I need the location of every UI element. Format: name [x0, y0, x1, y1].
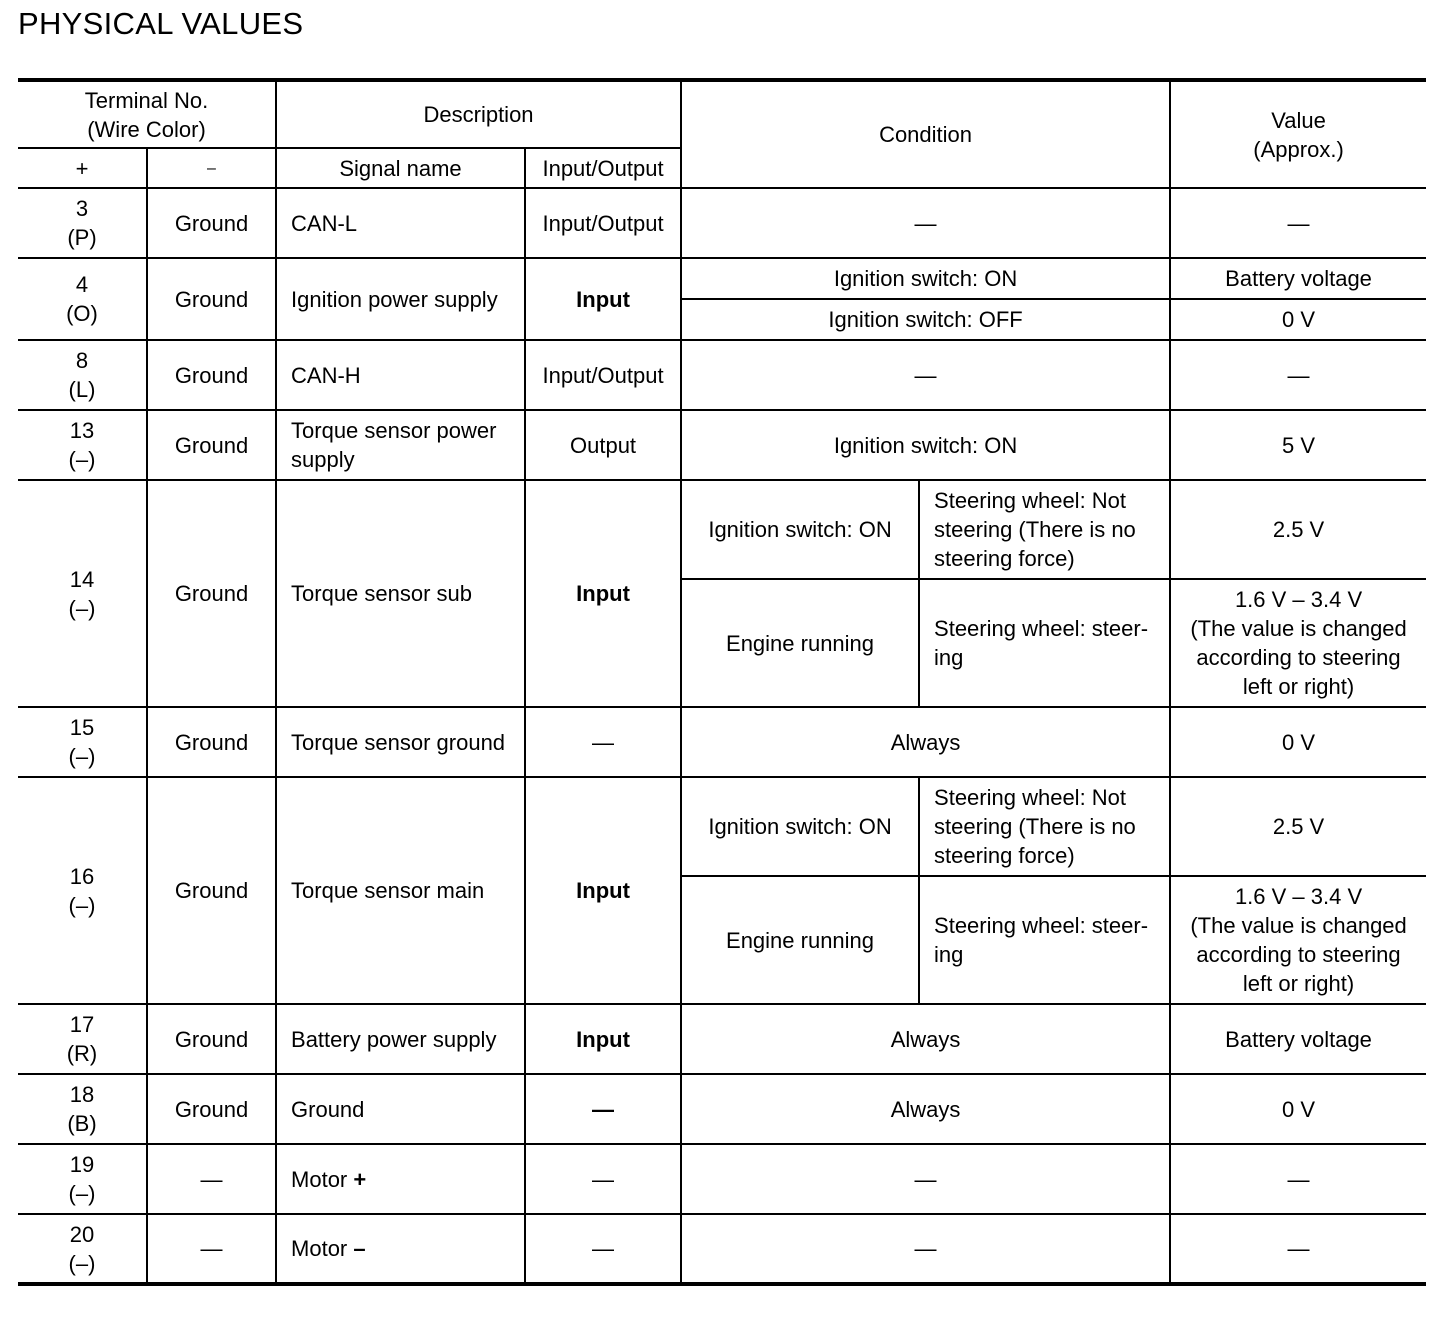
- minus-cell: Ground: [147, 1074, 276, 1144]
- description-header: Description: [276, 80, 681, 148]
- wire-color: (–): [68, 744, 96, 769]
- signal-name-cell: Ground: [276, 1074, 525, 1144]
- signal-name-cell: Battery power supply: [276, 1004, 525, 1074]
- terminal-cell: [18, 410, 147, 480]
- terminal-cell: [18, 480, 147, 707]
- condition-cell: —: [681, 1144, 1170, 1214]
- condition-cell: Engine running: [681, 876, 919, 1004]
- condition-cell: —: [681, 1214, 1170, 1284]
- condition-cell: —: [681, 340, 1170, 410]
- signal-name: Motor: [291, 1236, 348, 1261]
- minus-header: –: [147, 148, 276, 188]
- condition-cell: Ignition switch: ON: [681, 480, 919, 579]
- condition-detail-cell: Steering wheel: steer-ing: [919, 579, 1170, 707]
- signal-name-header: Signal name: [276, 148, 525, 188]
- terminal-number: 3: [75, 196, 89, 221]
- table-row: [18, 1144, 1426, 1214]
- terminal-cell: [18, 188, 147, 258]
- condition-detail-cell: Steering wheel: Not steering (There is no steering force): [919, 480, 1170, 579]
- minus-sign: –: [353, 1236, 366, 1261]
- condition-cell: Engine running: [681, 579, 919, 707]
- value-cell: 2.5 V: [1170, 480, 1426, 579]
- wire-color: (–): [68, 892, 96, 918]
- wire-color: (–): [68, 1181, 96, 1206]
- value-header: [1170, 80, 1426, 188]
- io-cell: Input: [525, 777, 681, 1004]
- terminal-number: 8: [75, 348, 89, 373]
- value-cell: —: [1170, 340, 1426, 410]
- value-header-line2: (Approx.): [1253, 136, 1344, 162]
- minus-cell: —: [147, 1144, 276, 1214]
- terminal-cell: [18, 1144, 147, 1214]
- io-cell: Input/Output: [525, 340, 681, 410]
- minus-cell: Ground: [147, 340, 276, 410]
- value-cell: —: [1170, 1214, 1426, 1284]
- table-row: [18, 258, 1426, 299]
- minus-cell: Ground: [147, 188, 276, 258]
- value-header-line1: Value: [1271, 107, 1326, 133]
- plus-sign: +: [353, 1166, 367, 1192]
- terminal-number: 20: [69, 1221, 95, 1247]
- minus-cell: Ground: [147, 410, 276, 480]
- signal-name-cell: [276, 188, 525, 258]
- table-row: [18, 707, 1426, 777]
- condition-cell: Always: [681, 1074, 1170, 1144]
- terminal-number: 15: [69, 715, 95, 740]
- table-row: [18, 188, 1426, 258]
- wire-color: (–): [68, 447, 96, 472]
- condition-cell: Ignition switch: ON: [681, 410, 1170, 480]
- value-cell: 0 V: [1170, 299, 1426, 340]
- minus-cell: Ground: [147, 480, 276, 707]
- value-cell: 0 V: [1170, 707, 1426, 777]
- io-cell: Input: [525, 480, 681, 707]
- wire-color: (P): [67, 225, 97, 250]
- value-cell: —: [1170, 1144, 1426, 1214]
- wire-color: (R): [66, 1041, 98, 1066]
- signal-name-cell: Ignition power supply: [276, 258, 525, 340]
- wire-color: (–): [68, 1250, 96, 1276]
- io-cell: —: [525, 1144, 681, 1214]
- plus-header: +: [18, 148, 147, 188]
- value-cell: [1170, 876, 1426, 1004]
- minus-cell: Ground: [147, 258, 276, 340]
- signal-name-cell: Torque sensor power supply: [276, 410, 525, 480]
- io-cell: Output: [525, 410, 681, 480]
- table-row: [18, 1214, 1426, 1284]
- minus-cell: Ground: [147, 707, 276, 777]
- condition-cell: Ignition switch: ON: [681, 258, 1170, 299]
- wire-color: (–): [68, 595, 96, 621]
- input-output-header: Input/Output: [525, 148, 681, 188]
- wire-color: (B): [67, 1111, 97, 1136]
- condition-cell: Always: [681, 707, 1170, 777]
- table-row: [18, 777, 1426, 876]
- table-row: [18, 1074, 1426, 1144]
- terminal-number: 19: [69, 1152, 95, 1177]
- terminal-number: 14: [69, 566, 95, 592]
- terminal-number: 16: [69, 863, 95, 889]
- value-cell: 2.5 V: [1170, 777, 1426, 876]
- terminal-cell: [18, 1074, 147, 1144]
- table-row: [18, 410, 1426, 480]
- value-cell: Battery voltage: [1170, 258, 1426, 299]
- page-title: PHYSICAL VALUES: [18, 6, 304, 41]
- value-cell: Battery voltage: [1170, 1004, 1426, 1074]
- terminal-number: 4: [75, 272, 89, 297]
- condition-header: Condition: [681, 80, 1170, 188]
- terminal-cell: [18, 340, 147, 410]
- signal-name-cell: CAN-H: [276, 340, 525, 410]
- table-row: [18, 480, 1426, 579]
- minus-cell: Ground: [147, 1004, 276, 1074]
- value-cell: 0 V: [1170, 1074, 1426, 1144]
- signal-name-cell: Torque sensor ground: [276, 707, 525, 777]
- header-row: [18, 80, 1426, 148]
- signal-name-cell: [276, 1144, 525, 1214]
- signal-name-cell: [276, 1214, 525, 1284]
- terminal-cell: [18, 1214, 147, 1284]
- minus-cell: —: [147, 1214, 276, 1284]
- terminal-cell: [18, 777, 147, 1004]
- signal-name: CAN-L: [291, 210, 358, 236]
- value-cell: [1170, 579, 1426, 707]
- condition-cell: Always: [681, 1004, 1170, 1074]
- condition-cell: Ignition switch: OFF: [681, 299, 1170, 340]
- terminal-number: 17: [69, 1012, 95, 1037]
- io-cell: —: [525, 1214, 681, 1284]
- signal-name-cell: Torque sensor main: [276, 777, 525, 1004]
- terminal-cell: [18, 258, 147, 340]
- value-cell: 5 V: [1170, 410, 1426, 480]
- wire-color: (O): [66, 301, 98, 326]
- wire-color: (L): [68, 377, 96, 402]
- value-note: (The value is changed according to steering left or right): [1190, 913, 1407, 996]
- value-range: 1.6 V – 3.4 V: [1234, 884, 1363, 909]
- condition-detail-cell: Steering wheel: Not steering (There is no steering force): [919, 777, 1170, 876]
- table-row: [18, 340, 1426, 410]
- value-note: (The value is changed according to steering left or right): [1190, 616, 1407, 699]
- io-cell: Input: [525, 1004, 681, 1074]
- condition-cell: Ignition switch: ON: [681, 777, 919, 876]
- io-cell: Input: [525, 258, 681, 340]
- terminal-header-line1: Terminal No.: [84, 87, 209, 113]
- condition-detail-cell: Steering wheel: steer-ing: [919, 876, 1170, 1004]
- value-cell: —: [1170, 188, 1426, 258]
- table-row: [18, 1004, 1426, 1074]
- io-cell: —: [525, 707, 681, 777]
- terminal-header: [18, 80, 276, 148]
- terminal-cell: [18, 707, 147, 777]
- io-cell: —: [525, 1074, 681, 1144]
- terminal-number: 13: [69, 418, 95, 443]
- terminal-number: 18: [69, 1082, 95, 1107]
- value-range: 1.6 V – 3.4 V: [1234, 587, 1363, 612]
- physical-values-table: [18, 78, 1426, 1286]
- minus-cell: Ground: [147, 777, 276, 1004]
- terminal-header-line2: (Wire Color): [87, 116, 206, 142]
- io-cell: Input/Output: [525, 188, 681, 258]
- terminal-cell: [18, 1004, 147, 1074]
- signal-name-cell: Torque sensor sub: [276, 480, 525, 707]
- condition-cell: —: [681, 188, 1170, 258]
- signal-name: Motor: [291, 1166, 348, 1192]
